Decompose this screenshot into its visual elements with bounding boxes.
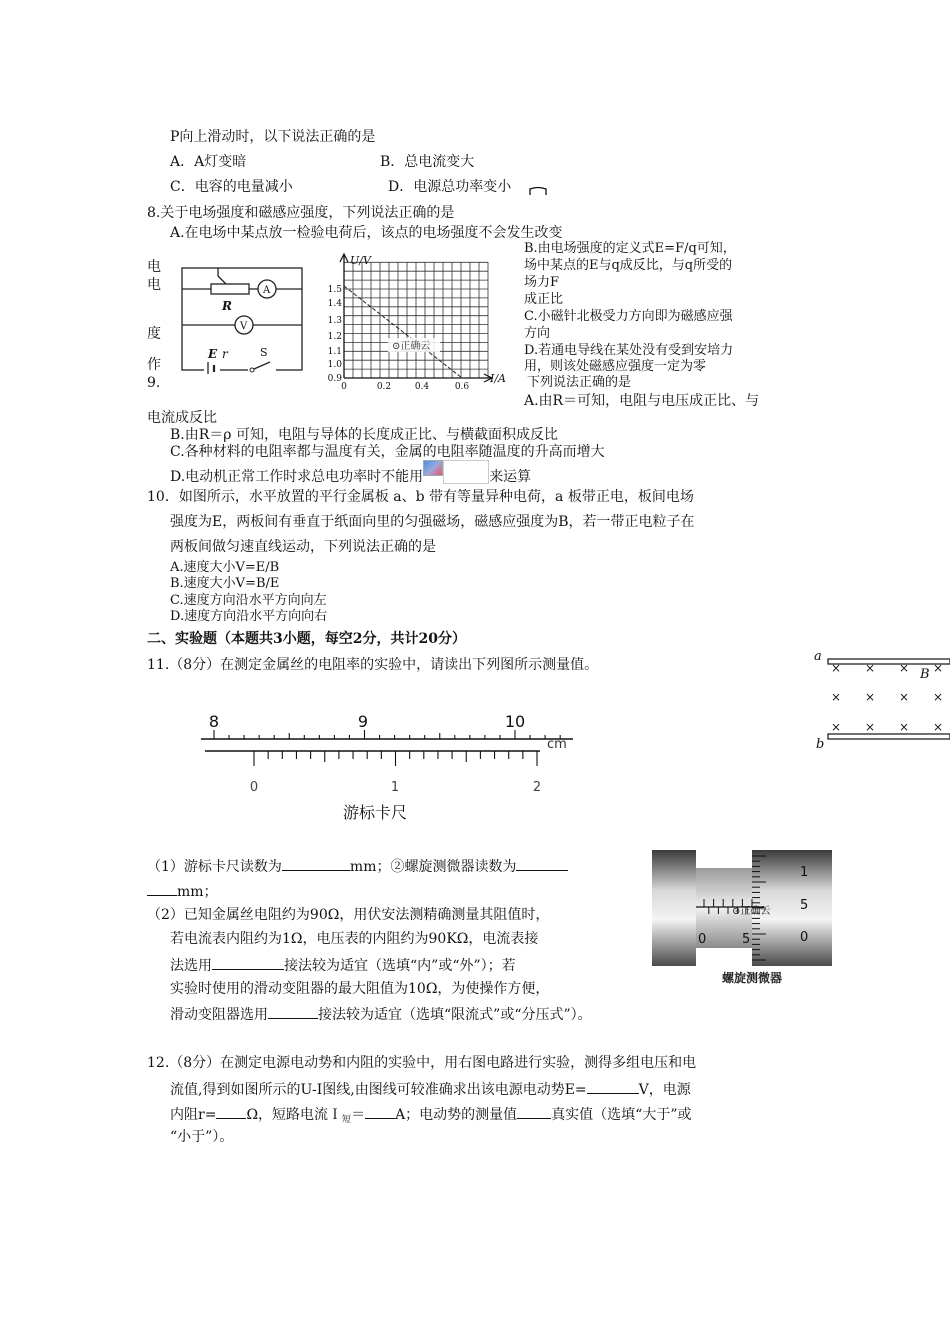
q11-p2-3a: 法选用 bbox=[170, 958, 212, 974]
q9-option-d-pre: D.电动机正常工作时求总电功率时不能用 bbox=[170, 469, 424, 485]
graph-xtick: 0.2 bbox=[376, 382, 392, 392]
comparison-blank[interactable] bbox=[517, 1104, 551, 1119]
fragment-5: 9. bbox=[147, 375, 161, 391]
circuit-label-rint: r bbox=[222, 347, 228, 361]
q10-option-a: A.速度大小V=E/B bbox=[170, 560, 280, 575]
graph-ylabel: U/V bbox=[350, 254, 371, 267]
fragment-3: 度 bbox=[147, 326, 161, 342]
magnetic-field-x-mark: × bbox=[830, 661, 842, 675]
q9-option-d-post: 来运算 bbox=[489, 469, 532, 485]
q10-line2: 强度为E，两板间有垂直于纸面向里的匀强磁场，磁感应强度为B，若一带正电粒子在 bbox=[170, 514, 695, 530]
rheostat-connection-blank[interactable] bbox=[268, 1004, 318, 1019]
q8-option-c-line2: 方向 bbox=[524, 326, 551, 341]
caliper-unit: cm bbox=[547, 737, 567, 752]
magnetic-field-x-mark: × bbox=[898, 661, 910, 675]
q9-option-d bbox=[170, 468, 531, 486]
bracket-mark bbox=[528, 186, 548, 196]
graph-xlabel: I/A bbox=[490, 372, 506, 385]
magnetic-field-x-mark: × bbox=[932, 690, 944, 704]
q11-p2-line2: 若电流表内阻约为1Ω，电压表的内阻约为90KΩ，电流表接 bbox=[170, 931, 539, 947]
q12-line4: “小于”）。 bbox=[170, 1129, 234, 1145]
q10-option-c: C.速度方向沿水平方向向左 bbox=[170, 593, 327, 608]
q9-stem: 下列说法正确的是 bbox=[527, 375, 632, 390]
q11-p1-a: （1）游标卡尺读数为 bbox=[147, 859, 282, 875]
ui-graph bbox=[322, 250, 522, 392]
magnetic-field-x-mark: × bbox=[864, 690, 876, 704]
micrometer-reading-blank-b[interactable] bbox=[147, 881, 177, 896]
q7-option-c: C．电容的电量减小 bbox=[170, 179, 293, 195]
micrometer-scale-label: 0 bbox=[800, 930, 809, 945]
q8-option-b-line3: 场力F bbox=[524, 275, 560, 290]
circuit-label-a: A bbox=[263, 285, 271, 296]
micrometer-reading-blank-a[interactable] bbox=[516, 856, 568, 871]
q11-p1-line1 bbox=[147, 856, 568, 876]
q11-p2-line1: （2）已知金属丝电阻约为90Ω，用伏安法测精确测量其阻值时， bbox=[147, 907, 550, 923]
vernier-caliper bbox=[195, 708, 585, 826]
micrometer-sleeve-label: 0 bbox=[698, 932, 707, 947]
q10-line1: 10．如图所示，水平放置的平行金属板 a、b 带有等量异种电荷，a 板带正电，板间电场 bbox=[147, 489, 694, 505]
plate-b-label: b bbox=[816, 737, 825, 752]
ammeter-connection-blank[interactable] bbox=[212, 955, 284, 970]
micrometer-scale-label: 1 bbox=[800, 865, 809, 880]
graph-xtick: 0.4 bbox=[414, 382, 430, 392]
q12-line1: 12.（8分）在测定电源电动势和内阻的实验中，用右图电路进行实验，测得多组电压和电 bbox=[147, 1055, 697, 1071]
circuit-label-e: E bbox=[208, 347, 218, 361]
q11-p1-c: mm； bbox=[177, 884, 218, 900]
q12-l3c: ＝ bbox=[351, 1107, 366, 1123]
q12-line2 bbox=[170, 1079, 691, 1099]
q11-p1-b: mm；②螺旋测微器读数为 bbox=[349, 859, 517, 875]
q7-stem: P向上滑动时，以下说法正确的是 bbox=[170, 129, 376, 145]
field-b-label: B bbox=[920, 667, 930, 682]
q8-option-b-line4: 成正比 bbox=[524, 292, 564, 307]
q8-option-d-line2: 用，则该处磁感应强度一定为零 bbox=[524, 359, 707, 374]
q12-l2a: 流值,得到如图所示的U-I图线,由图线可较准确求出该电源电动势E= bbox=[170, 1082, 587, 1098]
micrometer bbox=[652, 846, 832, 986]
caliper-main-label: 10 bbox=[504, 712, 526, 731]
broken-image-icon bbox=[423, 460, 443, 476]
q12-line3 bbox=[170, 1104, 692, 1129]
q7-option-d: D．电源总功率变小 bbox=[388, 179, 512, 195]
q8-stem: 8.关于电场强度和磁感应强度，下列说法正确的是 bbox=[147, 205, 455, 221]
graph-ytick: 1.0 bbox=[327, 360, 342, 370]
q11-p2-5a: 滑动变阻器选用 bbox=[170, 1007, 268, 1023]
q12-l3a: 内阻r= bbox=[170, 1107, 217, 1123]
circuit-diagram bbox=[178, 262, 308, 374]
section-2-title: 二、实验题（本题共3小题，每空2分，共计20分） bbox=[147, 631, 466, 647]
q7-option-b: B．总电流变大 bbox=[380, 154, 475, 170]
magnetic-field-x-mark: × bbox=[932, 661, 944, 675]
q12-l3sub: 短 bbox=[342, 1115, 352, 1125]
graph-ytick: 0.9 bbox=[327, 374, 342, 384]
micrometer-sleeve-label: 5 bbox=[742, 932, 751, 947]
q11-p2-3b: 接法较为适宜（选填“内”或“外”）；若 bbox=[284, 958, 516, 974]
graph-ytick: 1.1 bbox=[327, 347, 342, 357]
circuit-label-r: R bbox=[222, 299, 232, 313]
internal-resistance-blank[interactable] bbox=[216, 1104, 246, 1119]
magnetic-field-x-mark: × bbox=[932, 720, 944, 734]
q12-l3b: Ω，短路电流Ｉ bbox=[246, 1107, 343, 1123]
q9-option-c: C.各种材料的电阻率都与温度有关，金属的电阻率随温度的升高而增大 bbox=[170, 444, 605, 460]
caliper-caption: 游标卡尺 bbox=[342, 803, 408, 822]
q9-option-b: B.由R＝ρ 可知，电阻与导体的长度成正比、与横截面积成反比 bbox=[170, 427, 558, 443]
magnetic-field-x-mark: × bbox=[898, 720, 910, 734]
circuit-label-v: V bbox=[240, 321, 248, 332]
plate-a-label: a bbox=[814, 649, 822, 664]
q11-stem: 11.（8分）在测定金属丝的电阻率的实验中，请读出下列图所示测量值。 bbox=[147, 657, 599, 673]
q9-option-a: A.由R＝可知，电阻与电压成正比、与 bbox=[524, 393, 760, 409]
q8-option-c-line1: C.小磁针北极受力方向即为磁感应强 bbox=[524, 309, 733, 324]
q11-p2-5b: 接法较为适宜（选填“限流式”或“分压式”）。 bbox=[318, 1007, 592, 1023]
q7-option-a: A．A灯变暗 bbox=[170, 154, 247, 170]
q11-p2-line5 bbox=[170, 1004, 592, 1024]
q11-p1-line2 bbox=[147, 881, 218, 901]
graph-ytick: 1.2 bbox=[327, 332, 342, 342]
fragment-4: 作 bbox=[147, 357, 161, 373]
caliper-main-label: 8 bbox=[208, 712, 220, 731]
q10-option-b: B.速度大小V=B/E bbox=[170, 576, 280, 591]
q11-p2-line4: 实验时使用的滑动变阻器的最大阻值为10Ω，为使操作方便， bbox=[170, 981, 550, 997]
q10-line3: 两板间做匀速直线运动，下列说法正确的是 bbox=[170, 539, 436, 555]
fragment-2: 电 bbox=[147, 277, 161, 293]
q12-l2b: V，电源 bbox=[638, 1082, 691, 1098]
q12-l3e: 真实值（选填“大于”或 bbox=[551, 1107, 692, 1123]
caliper-main-label: 9 bbox=[357, 712, 369, 731]
graph-xtick: 0 bbox=[341, 382, 347, 392]
q11-p2-line3 bbox=[170, 955, 516, 975]
q9-option-a-cont: 电流成反比 bbox=[147, 410, 217, 426]
q8-option-b-line1: B.由电场强度的定义式E=F/q可知， bbox=[524, 241, 736, 256]
graph-watermark: ⊙正确云 bbox=[392, 341, 431, 352]
formula-placeholder bbox=[443, 460, 489, 484]
magnetic-field-x-mark: × bbox=[864, 720, 876, 734]
micrometer-scale-label: 5 bbox=[800, 898, 809, 913]
graph-ytick: 1.3 bbox=[327, 316, 342, 326]
caliper-reading-blank[interactable] bbox=[282, 856, 350, 871]
micrometer-watermark: ⊙正确云 bbox=[732, 906, 771, 917]
short-circuit-current-blank[interactable] bbox=[365, 1104, 395, 1119]
magnetic-field-x-mark: × bbox=[830, 690, 842, 704]
q12-l3d: A；电动势的测量值 bbox=[395, 1107, 518, 1123]
magnetic-field-x-mark: × bbox=[830, 720, 842, 734]
parallel-plates-diagram bbox=[812, 646, 950, 752]
magnetic-field-x-mark: × bbox=[864, 661, 876, 675]
graph-xtick: 0.6 bbox=[454, 382, 470, 392]
q10-option-d: D.速度方向沿水平方向向右 bbox=[170, 609, 328, 624]
micrometer-caption: 螺旋测微器 bbox=[721, 971, 783, 985]
graph-ytick: 1.5 bbox=[327, 285, 342, 295]
caliper-vernier-label: 1 bbox=[390, 780, 400, 795]
circuit-label-s: S bbox=[260, 346, 268, 359]
q8-option-b-line2: 场中某点的E与q成反比，与q所受的 bbox=[524, 258, 733, 273]
caliper-vernier-label: 2 bbox=[532, 780, 542, 795]
emf-blank[interactable] bbox=[587, 1079, 639, 1094]
fragment-1: 电 bbox=[147, 259, 161, 275]
q8-option-d-line1: D.若通电导线在某处没有受到安培力 bbox=[524, 343, 734, 358]
magnetic-field-x-mark: × bbox=[898, 690, 910, 704]
caliper-vernier-label: 0 bbox=[249, 780, 259, 795]
graph-ytick: 1.4 bbox=[327, 299, 342, 309]
q8-option-a: A.在电场中某点放一检验电荷后，该点的电场强度不会发生改变 bbox=[170, 225, 563, 241]
